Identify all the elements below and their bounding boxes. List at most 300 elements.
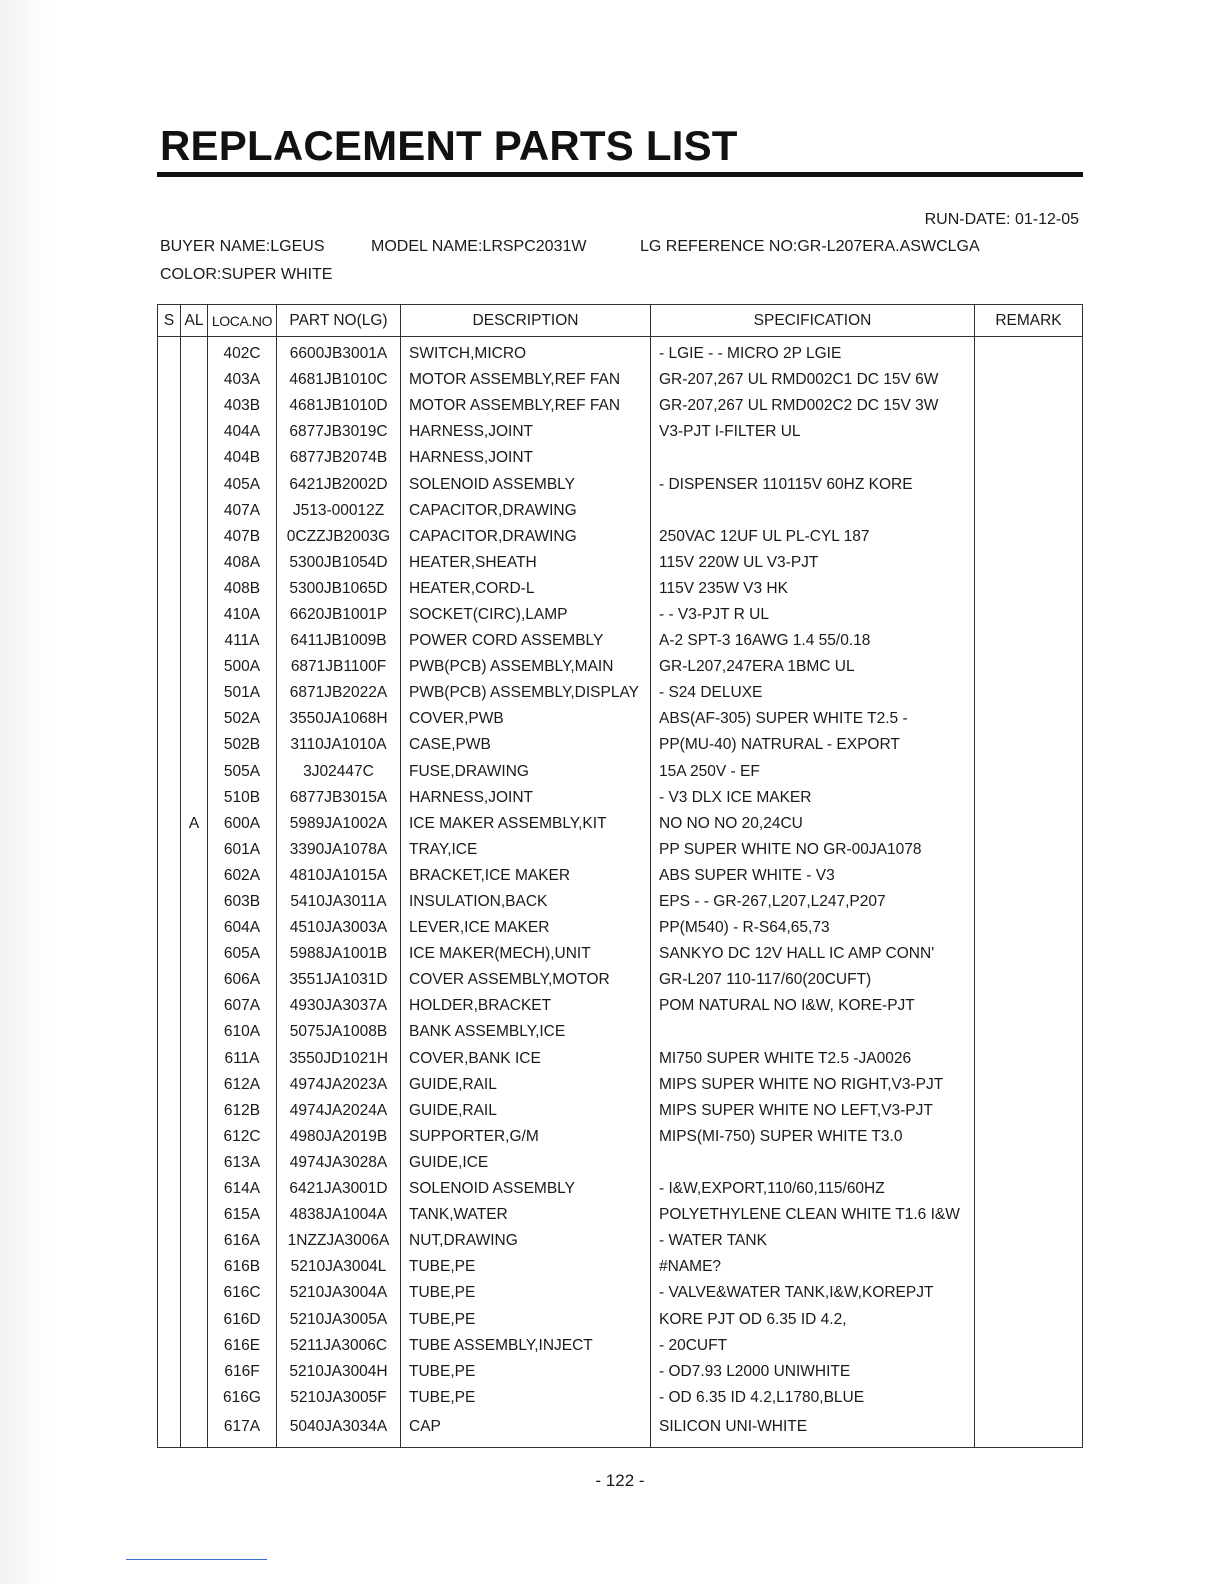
- cell-description: MOTOR ASSEMBLY,REF FAN: [401, 393, 651, 419]
- cell-remark: [975, 576, 1083, 602]
- cell-part-no: 5988JA1001B: [277, 941, 401, 967]
- cell-al: [181, 759, 208, 785]
- cell-loca-no: 510B: [208, 785, 277, 811]
- cell-remark: [975, 1411, 1083, 1448]
- cell-part-no: 5300JB1065D: [277, 576, 401, 602]
- table-row: [158, 785, 1083, 811]
- cell-loca-no: 616D: [208, 1306, 277, 1332]
- cell-specification: - WATER TANK: [651, 1228, 975, 1254]
- cell-specification: [651, 498, 975, 524]
- cell-description: GUIDE,RAIL: [401, 1072, 651, 1098]
- header-al: AL: [181, 305, 208, 337]
- cell-specification: PP(M540) - R-S64,65,73: [651, 915, 975, 941]
- cell-s: [158, 1306, 181, 1332]
- cell-s: [158, 1228, 181, 1254]
- cell-loca-no: 615A: [208, 1202, 277, 1228]
- cell-description: SUPPORTER,G/M: [401, 1124, 651, 1150]
- cell-specification: SILICON UNI-WHITE: [651, 1411, 975, 1448]
- table-row: [158, 993, 1083, 1019]
- cell-s: [158, 1202, 181, 1228]
- table-row: [158, 915, 1083, 941]
- cell-al: [181, 915, 208, 941]
- table-row: [158, 550, 1083, 576]
- cell-al: [181, 471, 208, 497]
- cell-specification: MIPS(MI-750) SUPER WHITE T3.0: [651, 1124, 975, 1150]
- cell-s: [158, 367, 181, 393]
- cell-part-no: 4838JA1004A: [277, 1202, 401, 1228]
- cell-specification: 115V 220W UL V3-PJT: [651, 550, 975, 576]
- cell-remark: [975, 367, 1083, 393]
- cell-description: PWB(PCB) ASSEMBLY,DISPLAY: [401, 680, 651, 706]
- cell-s: [158, 393, 181, 419]
- cell-al: [181, 576, 208, 602]
- cell-loca-no: 616G: [208, 1385, 277, 1411]
- cell-description: CAP: [401, 1411, 651, 1448]
- cell-specification: MI750 SUPER WHITE T2.5 -JA0026: [651, 1046, 975, 1072]
- header-specification: SPECIFICATION: [651, 305, 975, 337]
- cell-specification: [651, 445, 975, 471]
- cell-part-no: 3550JD1021H: [277, 1046, 401, 1072]
- cell-description: ICE MAKER ASSEMBLY,KIT: [401, 811, 651, 837]
- cell-specification: POM NATURAL NO I&W, KORE-PJT: [651, 993, 975, 1019]
- cell-s: [158, 471, 181, 497]
- cell-loca-no: 612A: [208, 1072, 277, 1098]
- table-row: [158, 732, 1083, 758]
- table-row: [158, 393, 1083, 419]
- cell-loca-no: 407A: [208, 498, 277, 524]
- table-row: [158, 1046, 1083, 1072]
- cell-loca-no: 404B: [208, 445, 277, 471]
- cell-part-no: 6877JB2074B: [277, 445, 401, 471]
- table-row: [158, 576, 1083, 602]
- cell-s: [158, 1098, 181, 1124]
- cell-part-no: 3551JA1031D: [277, 967, 401, 993]
- cell-loca-no: 604A: [208, 915, 277, 941]
- color-info: COLOR:SUPER WHITE: [160, 266, 333, 283]
- cell-part-no: 6411JB1009B: [277, 628, 401, 654]
- cell-remark: [975, 1385, 1083, 1411]
- table-row: [158, 367, 1083, 393]
- cell-part-no: 4510JA3003A: [277, 915, 401, 941]
- cell-part-no: 1NZZJA3006A: [277, 1228, 401, 1254]
- cell-remark: [975, 337, 1083, 368]
- cell-al: [181, 628, 208, 654]
- cell-part-no: 4974JA2024A: [277, 1098, 401, 1124]
- cell-part-no: 6620JB1001P: [277, 602, 401, 628]
- cell-loca-no: 500A: [208, 654, 277, 680]
- cell-description: TUBE,PE: [401, 1254, 651, 1280]
- cell-specification: ABS(AF-305) SUPER WHITE T2.5 -: [651, 706, 975, 732]
- cell-description: ICE MAKER(MECH),UNIT: [401, 941, 651, 967]
- cell-s: [158, 1150, 181, 1176]
- cell-s: [158, 1176, 181, 1202]
- cell-loca-no: 616F: [208, 1359, 277, 1385]
- cell-loca-no: 600A: [208, 811, 277, 837]
- header-s: S: [158, 305, 181, 337]
- cell-part-no: 0CZZJB2003G: [277, 524, 401, 550]
- cell-description: TUBE,PE: [401, 1385, 651, 1411]
- cell-s: [158, 654, 181, 680]
- cell-specification: - OD7.93 L2000 UNIWHITE: [651, 1359, 975, 1385]
- cell-al: [181, 1280, 208, 1306]
- cell-specification: [651, 1019, 975, 1045]
- cell-loca-no: 505A: [208, 759, 277, 785]
- table-row: [158, 628, 1083, 654]
- cell-part-no: 4810JA1015A: [277, 863, 401, 889]
- cell-specification: GR-207,267 UL RMD002C1 DC 15V 6W: [651, 367, 975, 393]
- cell-remark: [975, 941, 1083, 967]
- table-row: [158, 1124, 1083, 1150]
- table-row: [158, 706, 1083, 732]
- cell-remark: [975, 1202, 1083, 1228]
- cell-remark: [975, 993, 1083, 1019]
- cell-al: [181, 993, 208, 1019]
- cell-al: [181, 445, 208, 471]
- table-row: [158, 941, 1083, 967]
- cell-specification: - 20CUFT: [651, 1333, 975, 1359]
- cell-s: [158, 759, 181, 785]
- cell-remark: [975, 602, 1083, 628]
- cell-part-no: 5210JA3005F: [277, 1385, 401, 1411]
- cell-description: COVER,PWB: [401, 706, 651, 732]
- table-row: [158, 1098, 1083, 1124]
- cell-part-no: 6871JB2022A: [277, 680, 401, 706]
- cell-remark: [975, 1072, 1083, 1098]
- cell-al: [181, 1254, 208, 1280]
- cell-remark: [975, 524, 1083, 550]
- cell-loca-no: 605A: [208, 941, 277, 967]
- cell-description: CAPACITOR,DRAWING: [401, 524, 651, 550]
- cell-s: [158, 706, 181, 732]
- cell-specification: - LGIE - - MICRO 2P LGIE: [651, 337, 975, 368]
- cell-description: INSULATION,BACK: [401, 889, 651, 915]
- cell-description: COVER,BANK ICE: [401, 1046, 651, 1072]
- cell-loca-no: 616B: [208, 1254, 277, 1280]
- cell-specification: V3-PJT I-FILTER UL: [651, 419, 975, 445]
- cell-specification: KORE PJT OD 6.35 ID 4.2,: [651, 1306, 975, 1332]
- cell-s: [158, 1411, 181, 1448]
- cell-part-no: 5210JA3004A: [277, 1280, 401, 1306]
- cell-s: [158, 941, 181, 967]
- cell-remark: [975, 1019, 1083, 1045]
- cell-remark: [975, 1098, 1083, 1124]
- header-description: DESCRIPTION: [401, 305, 651, 337]
- cell-loca-no: 617A: [208, 1411, 277, 1448]
- cell-part-no: 5300JB1054D: [277, 550, 401, 576]
- cell-loca-no: 410A: [208, 602, 277, 628]
- cell-s: [158, 967, 181, 993]
- cell-part-no: 6600JB3001A: [277, 337, 401, 368]
- cell-remark: [975, 967, 1083, 993]
- table-row: [158, 524, 1083, 550]
- cell-part-no: 3J02447C: [277, 759, 401, 785]
- cell-al: [181, 837, 208, 863]
- cell-loca-no: 402C: [208, 337, 277, 368]
- cell-description: TRAY,ICE: [401, 837, 651, 863]
- cell-specification: 115V 235W V3 HK: [651, 576, 975, 602]
- cell-part-no: 4930JA3037A: [277, 993, 401, 1019]
- table-row: [158, 602, 1083, 628]
- table-row: [158, 337, 1083, 368]
- cell-description: NUT,DRAWING: [401, 1228, 651, 1254]
- cell-al: [181, 1098, 208, 1124]
- cell-al: [181, 1046, 208, 1072]
- cell-part-no: 4974JA2023A: [277, 1072, 401, 1098]
- cell-description: MOTOR ASSEMBLY,REF FAN: [401, 367, 651, 393]
- cell-remark: [975, 471, 1083, 497]
- cell-loca-no: 612B: [208, 1098, 277, 1124]
- cell-specification: GR-L207,247ERA 1BMC UL: [651, 654, 975, 680]
- header-part-no: PART NO(LG): [277, 305, 401, 337]
- cell-specification: - OD 6.35 ID 4.2,L1780,BLUE: [651, 1385, 975, 1411]
- cell-s: [158, 680, 181, 706]
- cell-remark: [975, 785, 1083, 811]
- cell-al: [181, 367, 208, 393]
- cell-remark: [975, 1228, 1083, 1254]
- cell-loca-no: 607A: [208, 993, 277, 1019]
- cell-al: [181, 602, 208, 628]
- table-row: [158, 471, 1083, 497]
- cell-description: TUBE ASSEMBLY,INJECT: [401, 1333, 651, 1359]
- cell-description: CAPACITOR,DRAWING: [401, 498, 651, 524]
- cell-remark: [975, 550, 1083, 576]
- cell-part-no: 5040JA3034A: [277, 1411, 401, 1448]
- cell-specification: EPS - - GR-267,L207,L247,P207: [651, 889, 975, 915]
- cell-s: [158, 524, 181, 550]
- cell-loca-no: 614A: [208, 1176, 277, 1202]
- cell-s: [158, 863, 181, 889]
- cell-part-no: 5075JA1008B: [277, 1019, 401, 1045]
- cell-description: GUIDE,RAIL: [401, 1098, 651, 1124]
- cell-part-no: J513-00012Z: [277, 498, 401, 524]
- cell-remark: [975, 1150, 1083, 1176]
- cell-part-no: 5210JA3004L: [277, 1254, 401, 1280]
- cell-al: [181, 1228, 208, 1254]
- cell-loca-no: 407B: [208, 524, 277, 550]
- cell-specification: 15A 250V - EF: [651, 759, 975, 785]
- cell-loca-no: 616A: [208, 1228, 277, 1254]
- cell-remark: [975, 1359, 1083, 1385]
- cell-al: [181, 1150, 208, 1176]
- cell-part-no: 5211JA3006C: [277, 1333, 401, 1359]
- table-row: [158, 498, 1083, 524]
- table-row: [158, 1359, 1083, 1385]
- cell-loca-no: 602A: [208, 863, 277, 889]
- cell-description: HEATER,SHEATH: [401, 550, 651, 576]
- cell-al: [181, 732, 208, 758]
- cell-remark: [975, 680, 1083, 706]
- cell-part-no: 3390JA1078A: [277, 837, 401, 863]
- model-name: MODEL NAME:LRSPC2031W: [371, 238, 587, 255]
- cell-s: [158, 1019, 181, 1045]
- cell-part-no: 4681JB1010D: [277, 393, 401, 419]
- cell-al: [181, 1306, 208, 1332]
- cell-description: PWB(PCB) ASSEMBLY,MAIN: [401, 654, 651, 680]
- table-row: [158, 1176, 1083, 1202]
- cell-part-no: 4681JB1010C: [277, 367, 401, 393]
- cell-al: [181, 1072, 208, 1098]
- cell-loca-no: 404A: [208, 419, 277, 445]
- table-row: [158, 1254, 1083, 1280]
- cell-remark: [975, 811, 1083, 837]
- cell-part-no: 6877JB3019C: [277, 419, 401, 445]
- cell-specification: PP(MU-40) NATRURAL - EXPORT: [651, 732, 975, 758]
- cell-al: [181, 706, 208, 732]
- cell-remark: [975, 419, 1083, 445]
- cell-description: TANK,WATER: [401, 1202, 651, 1228]
- cell-description: SOCKET(CIRC),LAMP: [401, 602, 651, 628]
- cell-loca-no: 612C: [208, 1124, 277, 1150]
- cell-description: HARNESS,JOINT: [401, 785, 651, 811]
- footer-link-underline: [126, 1559, 267, 1560]
- cell-part-no: 3110JA1010A: [277, 732, 401, 758]
- cell-specification: - VALVE&WATER TANK,I&W,KOREPJT: [651, 1280, 975, 1306]
- table-row: [158, 759, 1083, 785]
- table-row: [158, 1306, 1083, 1332]
- cell-loca-no: 603B: [208, 889, 277, 915]
- cell-s: [158, 1333, 181, 1359]
- cell-part-no: 6877JB3015A: [277, 785, 401, 811]
- title-rule: [157, 172, 1083, 177]
- cell-s: [158, 993, 181, 1019]
- cell-description: TUBE,PE: [401, 1359, 651, 1385]
- table-row: [158, 1228, 1083, 1254]
- cell-loca-no: 613A: [208, 1150, 277, 1176]
- cell-s: [158, 602, 181, 628]
- table-row: [158, 654, 1083, 680]
- cell-al: [181, 419, 208, 445]
- cell-loca-no: 403B: [208, 393, 277, 419]
- cell-description: TUBE,PE: [401, 1280, 651, 1306]
- table-row: [158, 1411, 1083, 1448]
- cell-al: [181, 498, 208, 524]
- page-edge-shadow: [0, 0, 52, 1584]
- table-row: [158, 419, 1083, 445]
- cell-specification: MIPS SUPER WHITE NO LEFT,V3-PJT: [651, 1098, 975, 1124]
- cell-description: GUIDE,ICE: [401, 1150, 651, 1176]
- cell-specification: [651, 1150, 975, 1176]
- cell-loca-no: 502B: [208, 732, 277, 758]
- table-row: [158, 1072, 1083, 1098]
- cell-specification: POLYETHYLENE CLEAN WHITE T1.6 I&W: [651, 1202, 975, 1228]
- cell-description: COVER ASSEMBLY,MOTOR: [401, 967, 651, 993]
- table-row: [158, 1019, 1083, 1045]
- cell-loca-no: 616C: [208, 1280, 277, 1306]
- cell-specification: GR-L207 110-117/60(20CUFT): [651, 967, 975, 993]
- cell-remark: [975, 445, 1083, 471]
- cell-remark: [975, 654, 1083, 680]
- table-row: [158, 1385, 1083, 1411]
- cell-remark: [975, 498, 1083, 524]
- table-row: [158, 1150, 1083, 1176]
- cell-al: [181, 1124, 208, 1150]
- table-row: [158, 1202, 1083, 1228]
- cell-s: [158, 1359, 181, 1385]
- cell-specification: - I&W,EXPORT,110/60,115/60HZ: [651, 1176, 975, 1202]
- buyer-name: BUYER NAME:LGEUS: [160, 238, 325, 255]
- page-title: REPLACEMENT PARTS LIST: [160, 122, 738, 169]
- run-date: RUN-DATE: 01-12-05: [924, 211, 1079, 228]
- table-row: [158, 445, 1083, 471]
- cell-s: [158, 1385, 181, 1411]
- cell-loca-no: 411A: [208, 628, 277, 654]
- cell-description: BRACKET,ICE MAKER: [401, 863, 651, 889]
- cell-loca-no: 610A: [208, 1019, 277, 1045]
- cell-s: [158, 889, 181, 915]
- cell-specification: SANKYO DC 12V HALL IC AMP CONN': [651, 941, 975, 967]
- cell-specification: NO NO NO 20,24CU: [651, 811, 975, 837]
- cell-description: FUSE,DRAWING: [401, 759, 651, 785]
- table-row: [158, 863, 1083, 889]
- cell-remark: [975, 863, 1083, 889]
- cell-s: [158, 1046, 181, 1072]
- cell-remark: [975, 706, 1083, 732]
- cell-description: POWER CORD ASSEMBLY: [401, 628, 651, 654]
- table-row: [158, 1280, 1083, 1306]
- cell-al: A: [181, 811, 208, 837]
- cell-remark: [975, 1176, 1083, 1202]
- cell-s: [158, 419, 181, 445]
- cell-remark: [975, 1333, 1083, 1359]
- cell-description: HARNESS,JOINT: [401, 419, 651, 445]
- cell-part-no: 6421JB2002D: [277, 471, 401, 497]
- cell-s: [158, 550, 181, 576]
- cell-al: [181, 393, 208, 419]
- cell-al: [181, 550, 208, 576]
- cell-al: [181, 337, 208, 368]
- cell-description: TUBE,PE: [401, 1306, 651, 1332]
- cell-al: [181, 889, 208, 915]
- cell-part-no: 4980JA2019B: [277, 1124, 401, 1150]
- cell-s: [158, 498, 181, 524]
- cell-description: HOLDER,BRACKET: [401, 993, 651, 1019]
- page-number: - 122 -: [595, 1471, 645, 1490]
- cell-specification: PP SUPER WHITE NO GR-00JA1078: [651, 837, 975, 863]
- cell-s: [158, 628, 181, 654]
- header-loca-no: LOCA.NO: [208, 305, 277, 337]
- cell-al: [181, 967, 208, 993]
- cell-s: [158, 1124, 181, 1150]
- cell-al: [181, 785, 208, 811]
- cell-specification: - DISPENSER 110115V 60HZ KORE: [651, 471, 975, 497]
- cell-description: BANK ASSEMBLY,ICE: [401, 1019, 651, 1045]
- cell-specification: A-2 SPT-3 16AWG 1.4 55/0.18: [651, 628, 975, 654]
- cell-al: [181, 941, 208, 967]
- cell-al: [181, 1385, 208, 1411]
- cell-description: LEVER,ICE MAKER: [401, 915, 651, 941]
- cell-part-no: 6421JA3001D: [277, 1176, 401, 1202]
- cell-description: CASE,PWB: [401, 732, 651, 758]
- cell-remark: [975, 393, 1083, 419]
- cell-s: [158, 837, 181, 863]
- cell-s: [158, 732, 181, 758]
- cell-al: [181, 1019, 208, 1045]
- cell-al: [181, 680, 208, 706]
- cell-al: [181, 863, 208, 889]
- cell-description: HEATER,CORD-L: [401, 576, 651, 602]
- header-remark: REMARK: [975, 305, 1083, 337]
- cell-s: [158, 915, 181, 941]
- cell-loca-no: 601A: [208, 837, 277, 863]
- table-row: [158, 680, 1083, 706]
- cell-al: [181, 1176, 208, 1202]
- cell-remark: [975, 1046, 1083, 1072]
- cell-s: [158, 1072, 181, 1098]
- cell-part-no: 4974JA3028A: [277, 1150, 401, 1176]
- table-row: [158, 811, 1083, 837]
- cell-specification: 250VAC 12UF UL PL-CYL 187: [651, 524, 975, 550]
- cell-part-no: 5210JA3005A: [277, 1306, 401, 1332]
